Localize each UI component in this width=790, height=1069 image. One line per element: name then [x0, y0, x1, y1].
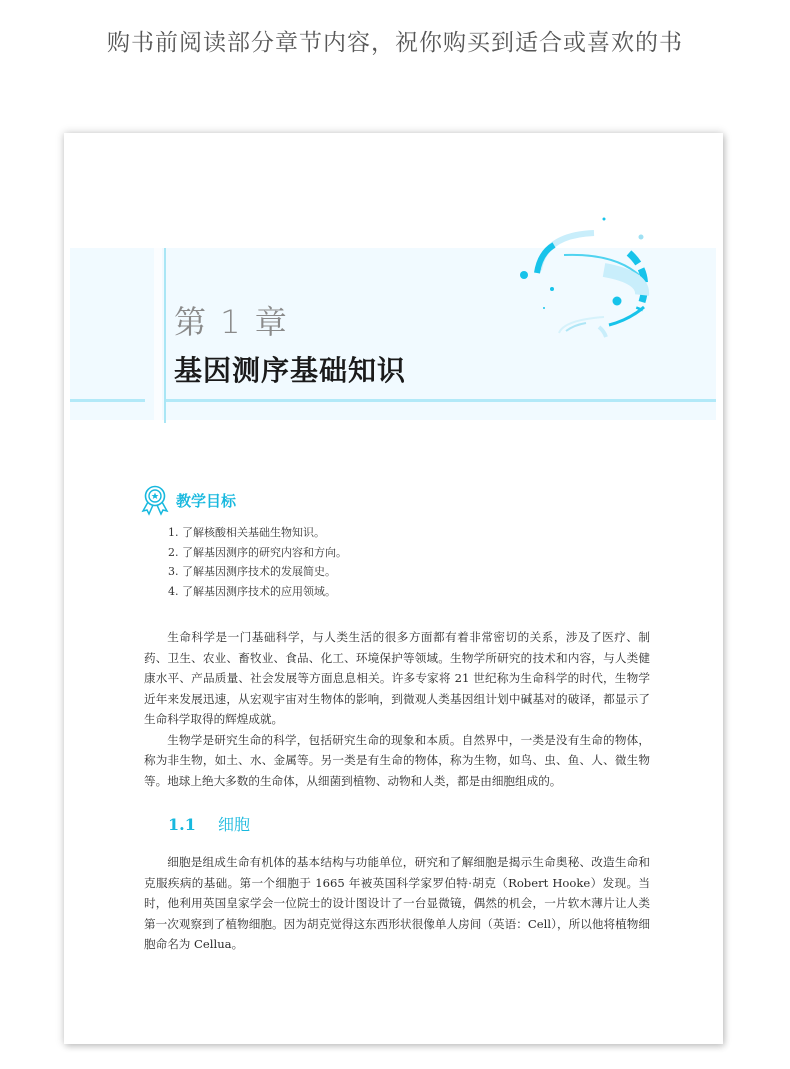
decorative-globe-icon	[504, 215, 664, 345]
list-item: 4. 了解基因测序技术的应用领域。	[168, 584, 336, 598]
banner-vertical-rule	[164, 248, 166, 423]
objectives-heading	[140, 483, 236, 517]
award-ribbon-icon	[140, 484, 170, 516]
list-item: 1. 了解核酸相关基础生物知识。	[168, 526, 325, 539]
paragraph: 生命科学是一门基础科学，与人类生活的很多方面都有着非常密切的关系，涉及了医疗、制药、卫生、农业、畜牧业、食品、化工、环境保护等领域。生物学所研究的技术和内容，与人类健康水平、产品质量、社会发展等方面息息相关。许多专家将 21 世纪称为生命科学的时代，生物学近年来发展迅速，从宏观宇宙对生物体的影响，到微观人类基因组计划中碱基对的破译，都显示了生命科学取得的辉煌成就。	[144, 630, 650, 726]
paragraph: 生物学是研究生命的科学，包括研究生命的现象和本质。自然界中，一类是没有生命的物体，称为非生物，如土、水、金属等。另一类是有生命的物体，称为生物，如鸟、虫、鱼、人、微生物等。地球上绝大多数的生命体，从细菌到植物、动物和人类，都是由细胞组成的。	[144, 732, 650, 788]
paragraph: 细胞是组成生命有机体的基本结构与功能单位，研究和了解细胞是揭示生命奥秘、改造生命和克服疾病的基础。第一个细胞于 1665 年被英国科学家罗伯特·胡克（Robert Hooke）发现。当时，他利用英国皇家学会一位院士的设计图设计了一台显微镜，偶然的机会，一片软木薄片让人类第一次观察到了植物细胞。因为胡克觉得这东西形状很像单人房间（英语：Cell），所以他将植物细胞命名为 Cellua。	[144, 855, 650, 951]
list-item: 3. 了解基因测序技术的发展简史。	[168, 565, 336, 578]
chapter-number: 第 1 章	[174, 303, 289, 341]
objectives-list	[168, 523, 347, 601]
promo-banner: 购书前阅读部分章节内容，祝你购买到适合或喜欢的书	[107, 30, 683, 56]
banner-gap	[154, 248, 162, 420]
section-title: 细胞	[218, 815, 251, 834]
intro-text	[144, 627, 650, 791]
banner-rule-left	[70, 399, 145, 402]
section-text	[144, 852, 650, 955]
list-item: 2. 了解基因测序的研究内容和方向。	[168, 545, 347, 559]
chapter-title: 基因测序基础知识	[174, 354, 407, 387]
objectives-heading-label: 教学目标	[176, 491, 237, 510]
banner-rule-right	[166, 399, 716, 402]
book-page	[64, 133, 723, 1044]
section-heading	[168, 812, 250, 835]
section-number: 1.1	[168, 815, 196, 834]
